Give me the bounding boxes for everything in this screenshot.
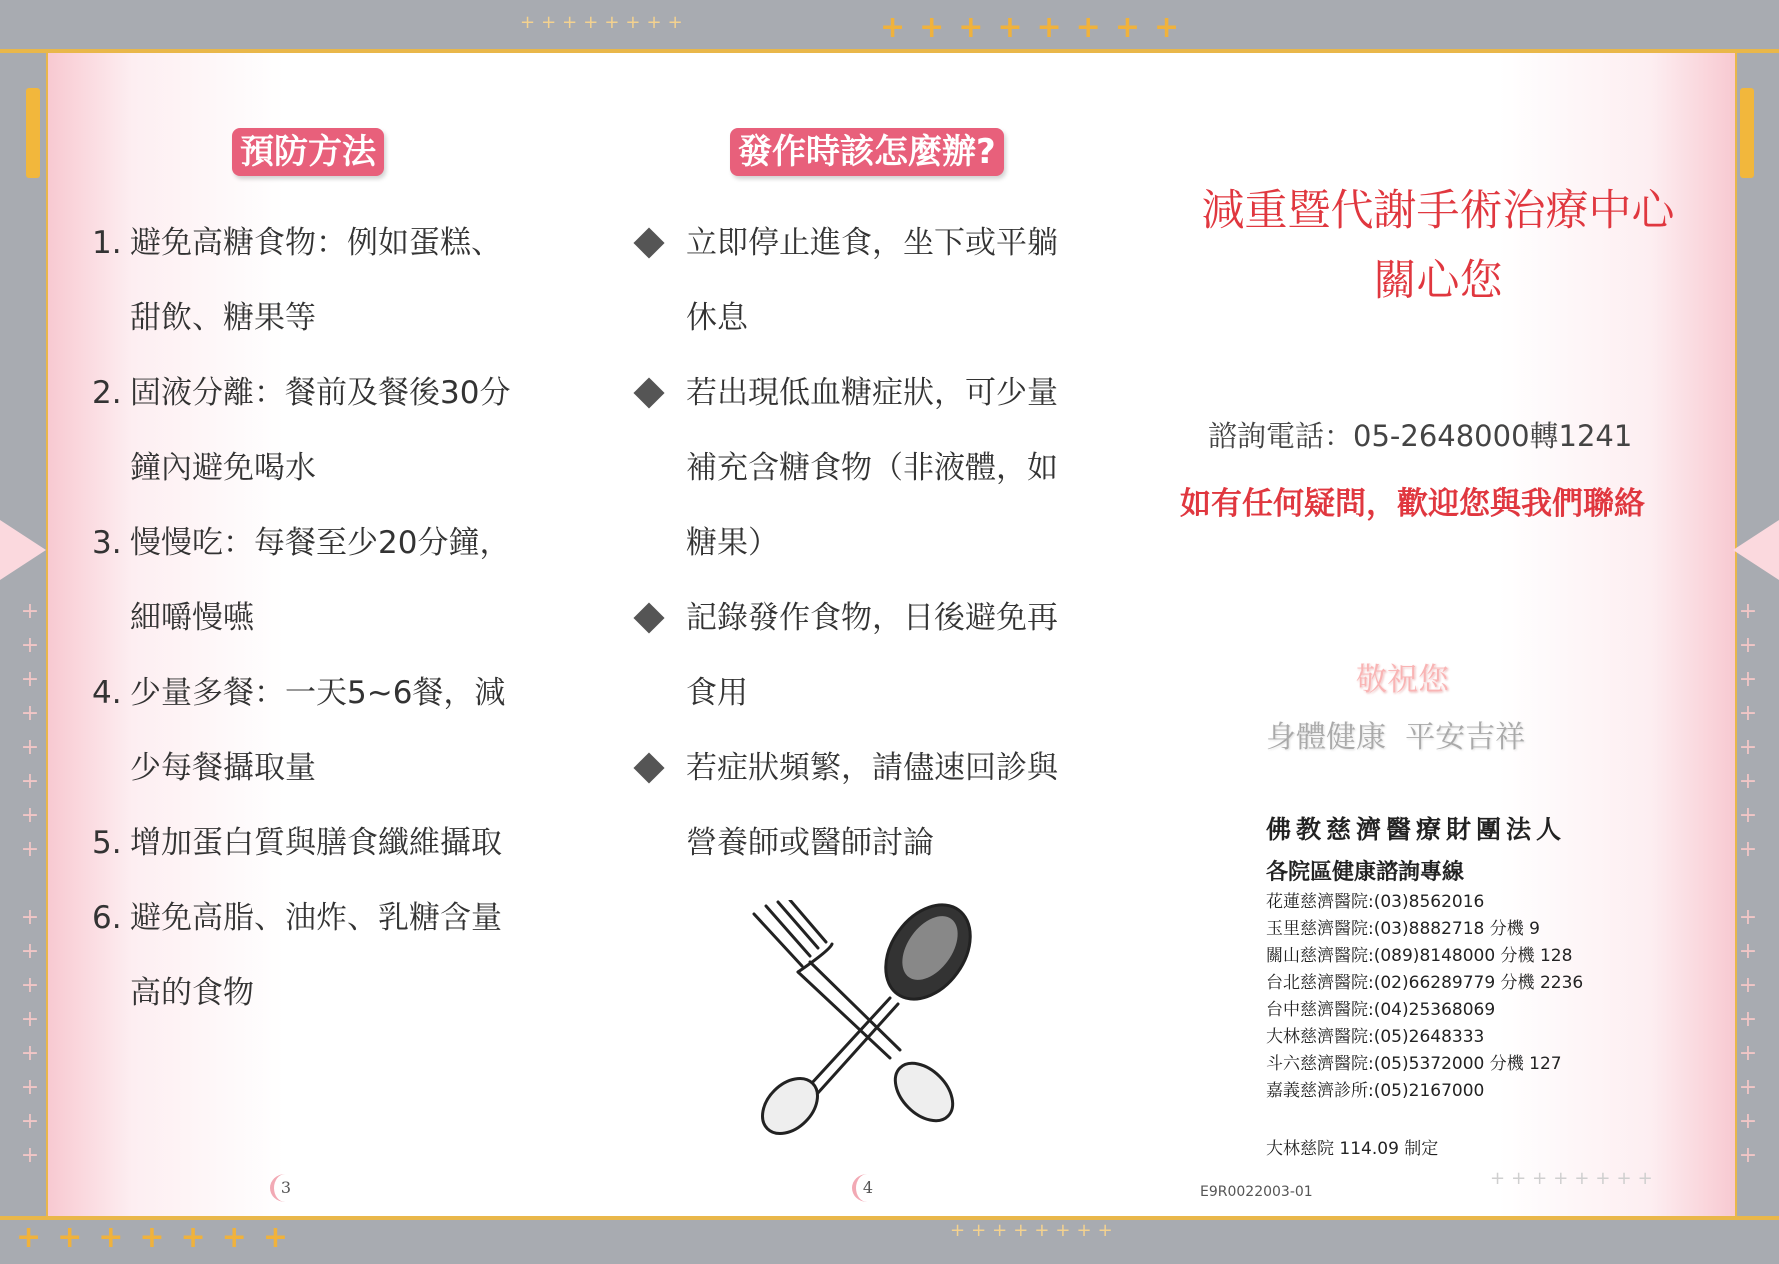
item-text-line: 甜飲、糖果等 [130,300,316,336]
hospital-line: 台北慈濟醫院:(02)66289779 分機 2236 [1266,973,1584,993]
onset-item [632,581,1112,731]
item-text-line: 增加蛋白質與膳食纖維攝取 [130,825,502,861]
made-by: 大林慈院 114.09 制定 [1266,1139,1439,1159]
plus-pattern-top-small: ++++++++ [520,12,689,33]
item-text-line: 細嚼慢嚥 [130,600,254,636]
plus-pattern-footer: ++++++++ [1490,1168,1659,1189]
item-text-line: 慢慢吃：每餐至少20分鐘， [130,525,511,561]
item-number: 4. [92,675,122,711]
item-text-line: 避免高糖食物：例如蛋糕、 [130,225,502,261]
hospital-line: 大林慈濟醫院:(05)2648333 [1266,1027,1485,1047]
onset-heading: 發作時該怎麼辦? [730,128,1004,176]
prevention-item [92,506,572,656]
item-text-line: 若出現低血糖症狀，可少量 [686,375,1058,411]
prevention-item [92,206,572,356]
item-text-line: 少量多餐：一天5~6餐，減 [130,675,506,711]
item-number: 6. [92,900,122,936]
plus-pattern-bottom-large: +++++++ [16,1220,304,1255]
item-text-line: 立即停止進食，坐下或平躺 [686,225,1058,261]
consult-phone: 諮詢電話：05-2648000轉1241 [1208,419,1633,453]
document-code: E9R0022003-01 [1200,1184,1313,1200]
blessing-line2: 身體健康 平安吉祥 [1266,720,1526,755]
contact-message: 如有任何疑問，歡迎您與我們聯絡 [1180,486,1645,522]
item-text-line: 避免高脂、油炸、乳糖含量 [130,900,502,936]
item-text-line: 補充含糖食物（非液體，如 [686,450,1058,486]
item-number: 3. [92,525,122,561]
right-gold-tab [1740,88,1754,178]
hospital-line: 關山慈濟醫院:(089)8148000 分機 128 [1266,946,1573,966]
hospital-line: 花蓮慈濟醫院:(03)8562016 [1266,892,1485,912]
item-text-line: 休息 [686,300,748,336]
page-number-3: 3 [272,1174,300,1202]
right-pink-wedge [1733,520,1779,580]
item-text-line: 記錄發作食物，日後避免再 [686,600,1058,636]
onset-list [632,206,1112,881]
item-number: 2. [92,375,122,411]
page-number-4: 4 [854,1174,882,1202]
item-text-line: 少每餐攝取量 [130,750,316,786]
left-gold-tab [26,88,40,178]
item-text-line: 糖果） [686,525,779,561]
blessing-line1: 敬祝您 [1356,662,1449,698]
item-text-line: 固液分離：餐前及餐後30分 [130,375,511,411]
prevention-heading: 預防方法 [232,128,384,176]
plus-pattern-bottom-small: ++++++++ [950,1220,1119,1241]
item-text-line: 營養師或醫師討論 [686,825,934,861]
plus-pattern-top-large: ++++++++ [880,10,1194,45]
fork-and-spoon-icon [740,900,990,1140]
hospital-line: 玉里慈濟醫院:(03)8882718 分機 9 [1266,919,1540,939]
onset-item [632,206,1112,356]
item-text-line: 若症狀頻繁，請儘速回診與 [686,750,1058,786]
prevention-item [92,356,572,506]
item-number: 5. [92,825,122,861]
item-number: 1. [92,225,122,261]
prevention-list [92,206,572,1031]
hospital-list [1266,889,1583,1105]
hospital-line: 嘉義慈濟診所:(05)2167000 [1266,1081,1485,1101]
left-pink-wedge [0,520,46,580]
left-plus-column: + + + + + + + + + + + + + + + + [20,599,40,1168]
top-gold-border [0,49,1779,53]
onset-item [632,731,1112,881]
hospital-line: 斗六慈濟醫院:(05)5372000 分機 127 [1266,1054,1562,1074]
item-text-line: 食用 [686,675,748,711]
item-text-line: 鐘內避免喝水 [130,450,316,486]
prevention-item [92,806,572,881]
center-title-line1: 減重暨代謝手術治療中心 [1201,186,1675,236]
organization-name: 佛教慈濟醫療財團法人 [1266,815,1567,844]
prevention-item [92,881,572,1031]
center-title-line2: 關心您 [1373,256,1503,306]
right-plus-column: + + + + + + + + + + + + + + + + [1738,599,1758,1168]
item-text-line: 高的食物 [130,975,254,1011]
onset-item [632,356,1112,581]
hospital-line: 台中慈濟醫院:(04)25368069 [1266,1000,1496,1020]
hotline-title: 各院區健康諮詢專線 [1266,860,1465,885]
prevention-item [92,656,572,806]
